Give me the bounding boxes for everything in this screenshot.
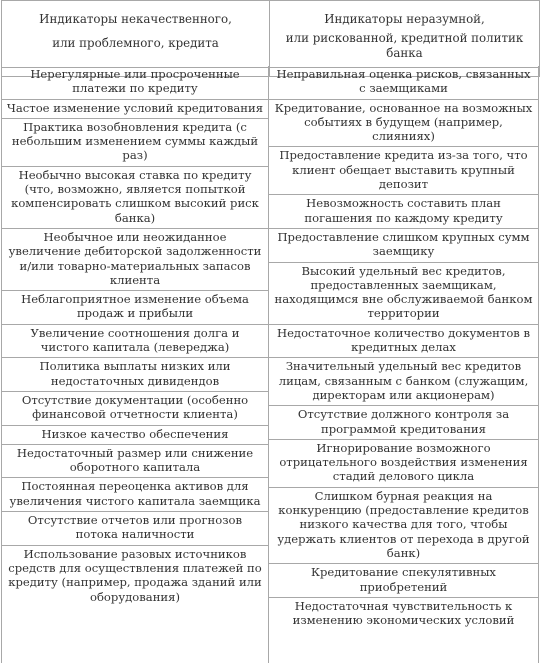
right-cell: Значительный удельный вес кредитов лицам, связанным с банком (служащим, директорам или акционерам) (269, 357, 538, 405)
right-cell: Отсутствие должного контроля за программой кредитования (269, 405, 538, 439)
left-cell: Необычно высокая ставка по кредиту (что, возможно, является попыткой компенсировать слишком высокий риск банка) (2, 166, 268, 228)
left-cell: Практика возобновления кредита (с небольшим изменением суммы каждый раз) (2, 118, 268, 166)
right-column (269, 66, 539, 663)
left-cell: Низкое качество обеспечения (2, 425, 268, 444)
left-column (1, 66, 269, 663)
left-cell: Частое изменение условий кредитования (2, 99, 268, 118)
right-cell: Невозможность составить план погашения по каждому кредиту (269, 194, 538, 228)
header-left-line-2: или проблемного, кредита (52, 36, 219, 50)
right-cell: Кредитование, основанное на возможных событиях в будущем (например, слияниях) (269, 99, 538, 147)
left-cell: Отсутствие документации (особенно финансовой отчетности клиента) (2, 391, 268, 425)
left-cell: Неблагоприятное изменение объема продаж и прибыли (2, 290, 268, 324)
header-right-line-1: Индикаторы неразумной, (324, 12, 485, 26)
header-right (270, 1, 540, 68)
right-cell: Высокий удельный вес кредитов, предоставленных заемщикам, находящимся вне обслуживаемой банком территории (269, 262, 538, 324)
right-cell: Кредитование спекулятивных приобретений (269, 563, 538, 597)
header-left-line-1: Индикаторы некачественного, (39, 12, 232, 26)
right-cell: Неправильная оценка рисков, связанных с заемщиками (276, 67, 531, 96)
left-cell: Нерегулярные или просроченные платежи по кредиту (30, 67, 240, 96)
header-right-line-2: или рискованной, кредитной политик банка (285, 31, 524, 60)
left-cell: Необычное или неожиданное увеличение дебиторской задолженности и/или товарно-материальных запасов клиента (2, 228, 268, 290)
right-cell: Недостаточное количество документов в кредитных делах (269, 324, 538, 358)
left-cell: Постоянная переоценка активов для увеличения чистого капитала заемщика (2, 477, 268, 511)
right-cell: Недостаточная чувствительность к изменению экономических условий (269, 597, 538, 631)
left-cell: Отсутствие отчетов или прогнозов потока наличности (2, 511, 268, 545)
left-cell: Использование разовых источников средств для осуществления платежей по кредиту (например, продажа зданий или оборудования) (2, 545, 268, 607)
right-cell: Предоставление слишком крупных сумм заемщику (269, 228, 538, 262)
right-cell: Слишком бурная реакция на конкуренцию (предоставление кредитов низкого качества для того, чтобы удержать клиентов от перехода в другой банк) (269, 487, 538, 563)
left-cell: Недостаточный размер или снижение оборотного капитала (2, 444, 268, 478)
header-left (2, 1, 270, 68)
table-body (1, 66, 539, 663)
header-row (2, 1, 540, 68)
right-cell: Игнорирование возможного отрицательного воздействия изменения стадий делового цикла (269, 439, 538, 487)
left-cell: Политика выплаты низких или недостаточных дивидендов (2, 357, 268, 391)
left-cell: Увеличение соотношения долга и чистого капитала (левереджа) (2, 324, 268, 358)
right-cell: Предоставление кредита из-за того, что клиент обещает выставить крупный депозит (269, 146, 538, 194)
